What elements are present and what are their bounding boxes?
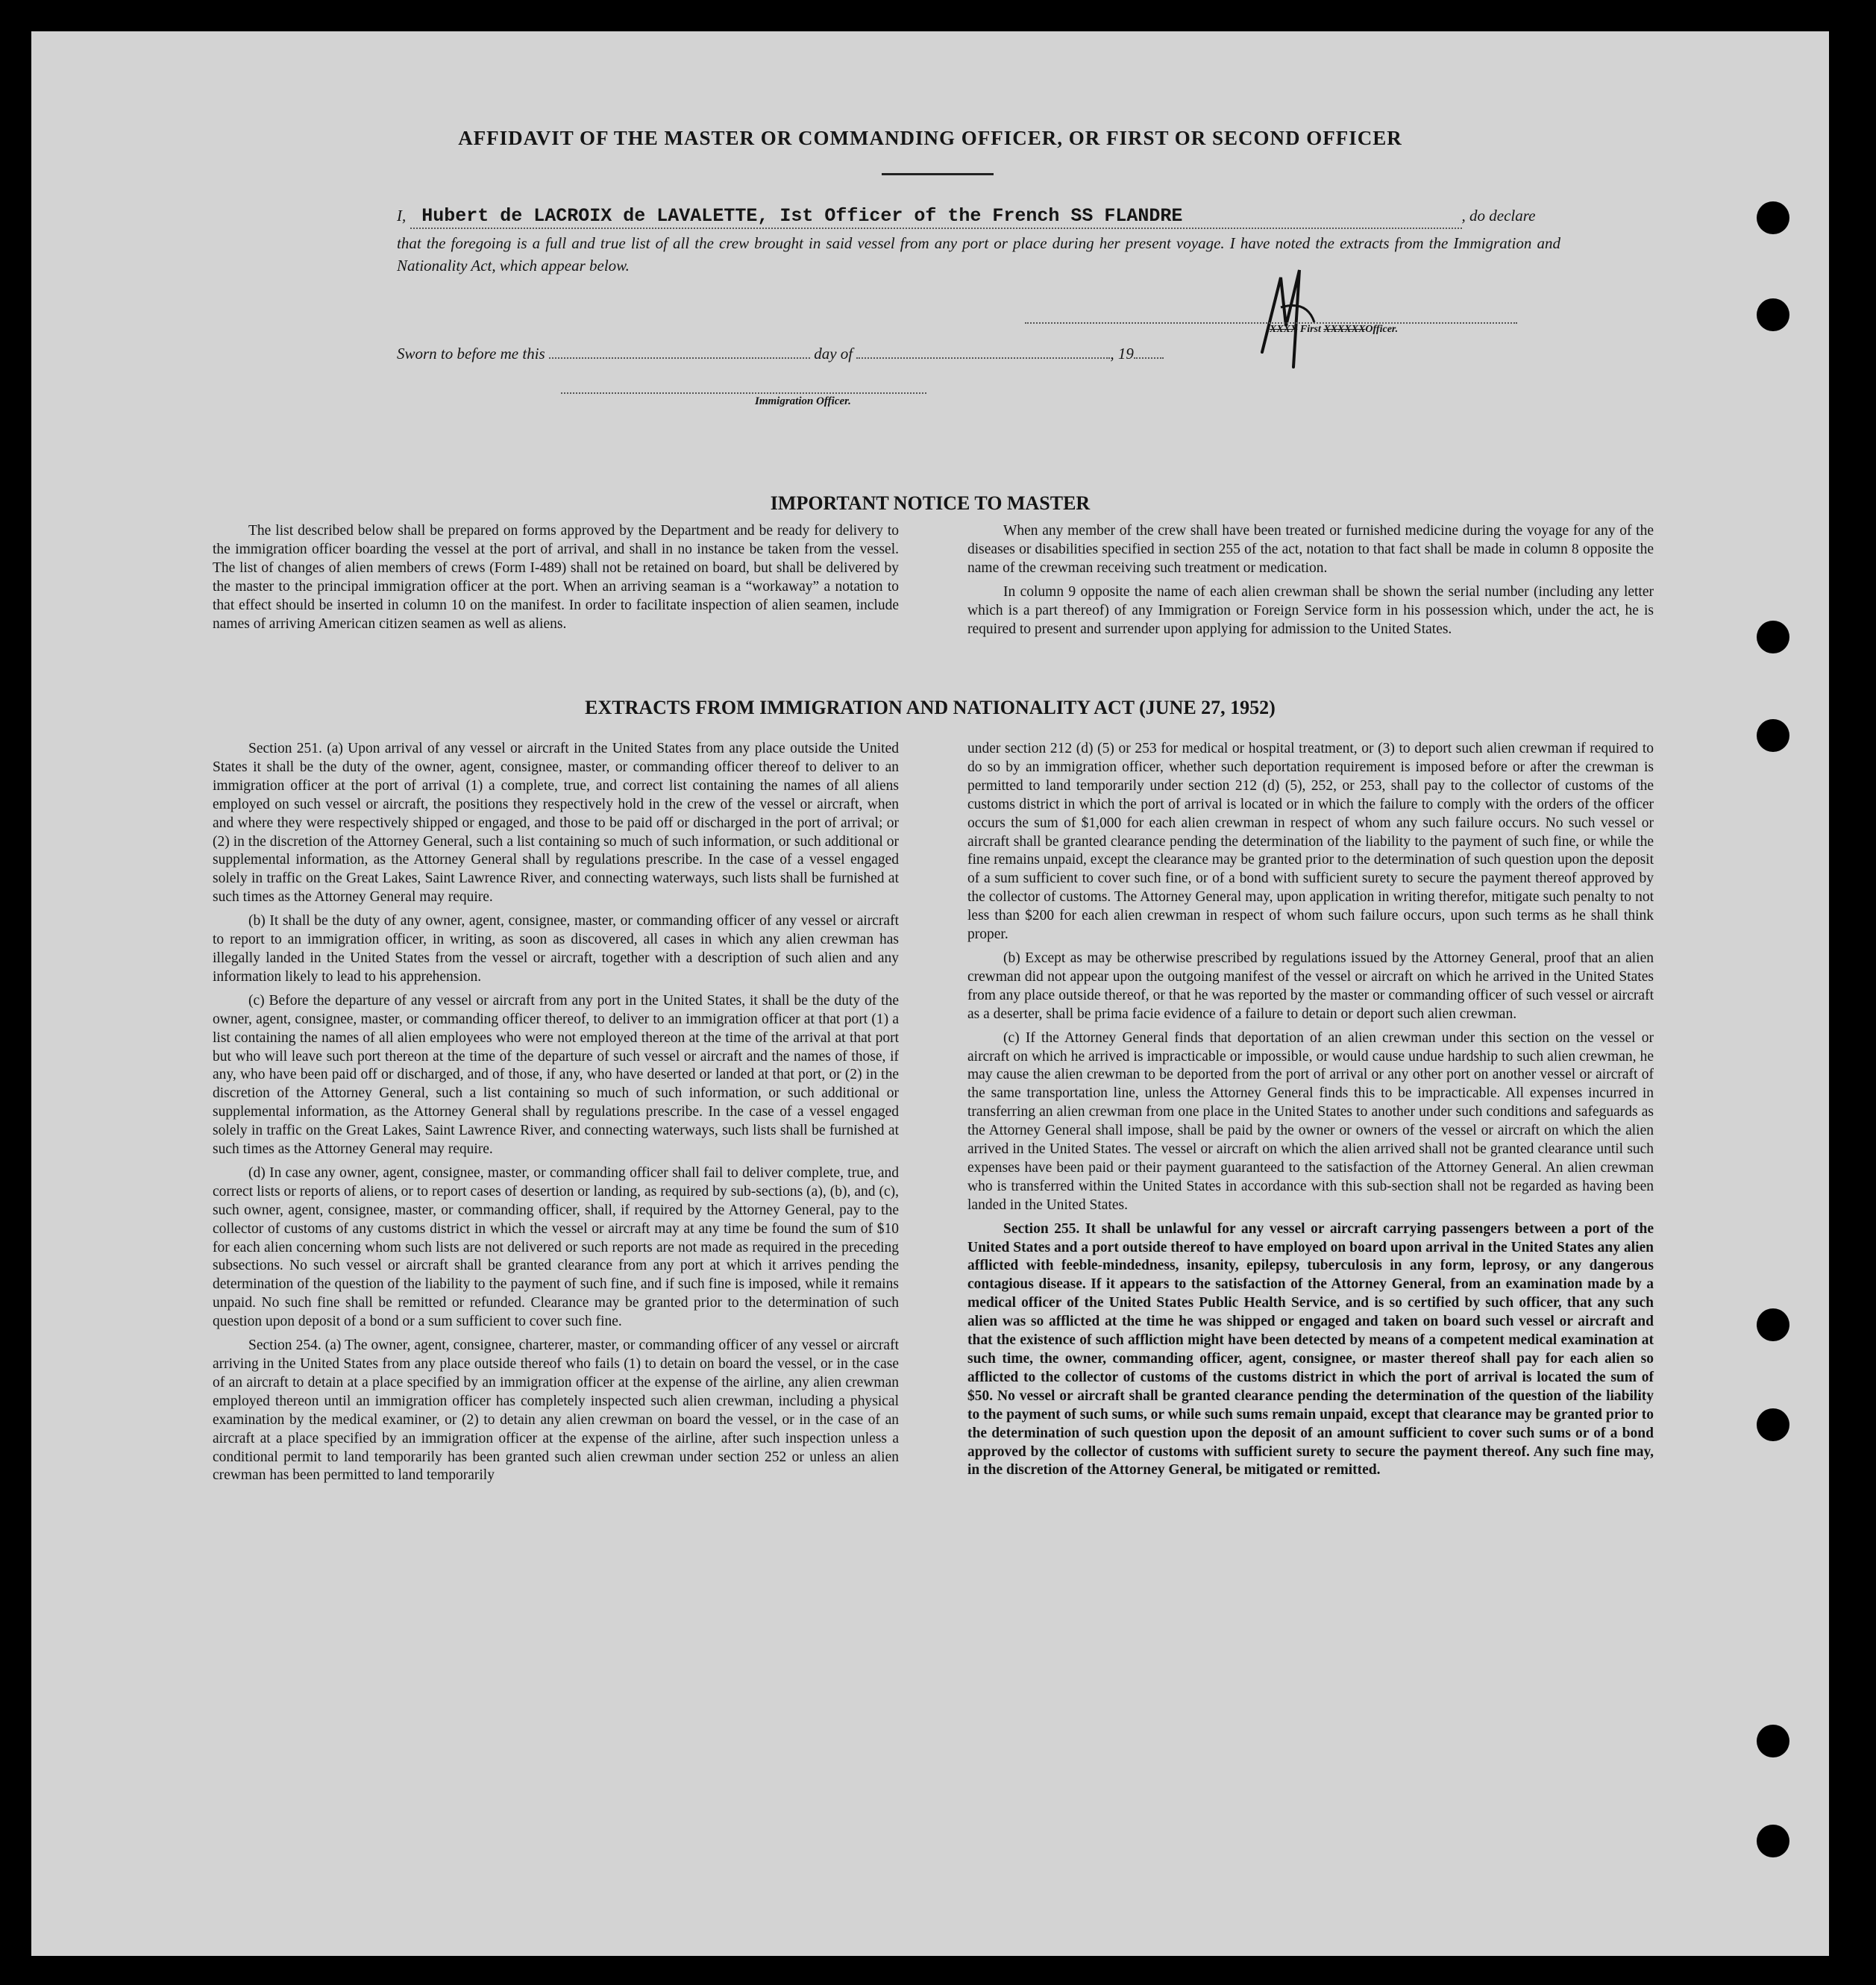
section-254b: (b) Except as may be otherwise prescribed by regulations issued by the Attorney General, proof that an alien crewman did not appear upon the outgoing manifest of the vessel or aircraft on which he arrived in the United States from any place outside thereof, or that he was reported by the master or commanding officer of such vessel or aircraft as a deserter, shall be prima facie evidence of a failure to detain or deport such alien crewman. (967, 950, 1654, 1022)
section-254a-continued: under section 212 (d) (5) or 253 for medical or hospital treatment, or (3) to deport such alien crewman if required to do so by an immigration officer, whether such deportation requirement is imposed before or after the crewman is permitted to land temporarily under section 212 (d) (5), 252, or 253, shall pay to the collector of customs of the customs district in which the port of arrival is located or in which the failure to comply with the orders of the officer occurs the sum of $1,000 for each alien crewman in respect of whom any such failure occurs. No such vessel or aircraft shall be granted clearance pending the determination of the liability to the payment of such fine, or while the fine remains unpaid, except the clearance may be granted prior to the determination of such question upon the deposit of a sum sufficient to cover such fine, or of a bond with sufficient surety to secure the payment thereof approved by the collector of customs. The Attorney General may, upon application in writing therefor, mitigate such penalty to not less than $200 for each alien crewman in respect of whom such failure occurs, upon such terms as he shall think proper. (967, 741, 1654, 943)
sworn-text: Sworn to before me this (397, 345, 545, 363)
affidavit-title: AFFIDAVIT OF THE MASTER OR COMMANDING OFFICER, OR FIRST OR SECOND OFFICER (458, 127, 1402, 149)
sworn-month-field (856, 357, 1110, 359)
day-of-text: day of (814, 345, 853, 363)
notice-left-text: The list described below shall be prepared on forms approved by the Department and be ready for delivery to the immigration officer boarding the vessel at the port of arrival, and shall in no instance be taken from the vessel. The list of changes of alien members of crews (Form I-489) shall not be retained on board, but shall be delivered by the master to the principal immigration officer at the port. When an arriving seaman is a “workaway” a notation to that effect should be inserted in column 10 on the manifest. In order to facilitate inspection of alien seamen, include names of arriving American citizen seamen as well as aliens. (213, 523, 899, 632)
title-rule (882, 173, 994, 175)
struck-text-1: XXXX (1270, 324, 1298, 335)
notice-right-column (967, 522, 1654, 644)
immigration-officer-line (561, 392, 926, 394)
notice-title: IMPORTANT NOTICE TO MASTER (770, 492, 1091, 514)
extracts-right-column (967, 740, 1654, 1485)
sworn-line (397, 345, 1217, 363)
officer-word: Officer. (1365, 324, 1399, 335)
extracts-title: EXTRACTS FROM IMMIGRATION AND NATIONALITY ACT (JUNE 27, 1952) (585, 697, 1276, 718)
section-251c: (c) Before the departure of any vessel or aircraft from any port in the United States, it shall be the duty of the owner, agent, consignee, master, or commanding officer thereof, to deliver to an immigration officer at that port (1) a list containing the names of all alien employees who were not employed thereon at the time of the arrival at that port but who will leave such port thereon at the time of the departure of such vessel or aircraft and the names of those, if any, who have been paid off or discharged, and of those, if any, who have deserted or landed at that port, or (2) in the discretion of the Attorney General, such a list containing so much of such information, or such additional or supplemental information, as the Attorney General shall by regulations prescribe. In the case of a vessel engaged solely in traffic on the Great Lakes, Saint Lawrence River, and connecting waterways, such lists shall be furnished at such times as the Attorney General may require. (213, 992, 899, 1158)
notice-right-p1: When any member of the crew shall have been treated or furnished medicine during the voyage for any of the diseases or disabilities specified in section 255 of the act, notation to that fact shall be made in column 8 opposite the name of the crewman receiving such treatment or medication. (967, 523, 1654, 576)
immigration-officer-label: Immigration Officer. (755, 395, 851, 407)
do-declare: , do declare (1461, 207, 1536, 225)
declaration-text: that the foregoing is a full and true list of all the crew brought in said vessel from any port or place during her present voyage. I have noted the extracts from the Immigration and Nationality Act, which appear below. (397, 234, 1560, 275)
punch-hole (1757, 1308, 1789, 1341)
notice-right-p2: In column 9 opposite the name of each alien crewman shall be shown the serial number (including any letter which is a part thereof) of any Immigration or Foreign Service form in his possession which, under the act, he is required to present and surrender upon applying for admission to the United States. (967, 583, 1654, 637)
sworn-year-field (1134, 357, 1164, 359)
officer-rank-label (1270, 324, 1398, 336)
handwritten-signature (1240, 255, 1329, 374)
struck-text-2: XXXXXX (1323, 324, 1366, 335)
punch-hole (1757, 1825, 1789, 1857)
sworn-day-field (549, 357, 810, 359)
typed-name-field (410, 204, 1462, 229)
document-page (31, 31, 1829, 1956)
section-255: Section 255. It shall be unlawful for any vessel or aircraft carrying passengers between a port of the United States and a port outside thereof to have employed on board upon arrival in the United States any alien afflicted with feeble-mindedness, insanity, epilepsy, tuberculosis in any form, leprosy, or any dangerous contagious disease. If it appears to the satisfaction of the Attorney General, from an examination made by a medical officer of the United States Public Health Service, and is so certified by such officer, that any such alien was so afflicted at the time he was shipped or engaged and taken on board such vessel or aircraft and that the existence of such affliction might have been detected by means of a competent medical examination at such time, the owner, commanding officer, agent, consignee, or master thereof shall pay for each alien so afflicted to the collector of customs of the customs district in which the port of arrival is located the sum of $50. No vessel or aircraft shall be granted clearance pending the determination of the question of the liability to the payment of such sums, or while such sums remain unpaid, except that clearance may be granted prior to the determination of such question upon the deposit of an amount sufficient to cover such sums or of a bond approved by the collector of customs with sufficient surety to secure the payment thereof. Any such fine may, in the discretion of the Attorney General, be mitigated or remitted. (967, 1220, 1654, 1478)
year-prefix: , 19 (1110, 345, 1134, 363)
section-254c: (c) If the Attorney General finds that deportation of an alien crewman under this section on the vessel or aircraft on which he arrived is impracticable or impossible, or would cause undue hardship to such alien crewman, he may cause the alien crewman to be deported from the port of arrival or any other port on another vessel or aircraft of the same transportation line, unless the Attorney General finds this to be impracticable. All expenses incurred in transferring an alien crewman from one place in the United States to another under such conditions and safeguards as the Attorney General shall impose, shall be paid by the owner or owners of the vessel or aircraft on which the alien arrived in the United States. The vessel or aircraft on which the alien arrived shall not be granted clearance until such expenses have been paid or their payment guaranteed to the satisfaction of the Attorney General. An alien crewman who is transferred within the United States in accordance with this sub-section shall not be regarded as having been landed in the United States. (967, 1029, 1654, 1213)
punch-hole (1757, 719, 1789, 752)
section-254a: Section 254. (a) The owner, agent, consignee, charterer, master, or commanding officer of any vessel or aircraft arriving in the United States from any place outside thereof who fails (1) to detain on board the vessel, or in the case of an aircraft to detain at a place specified by an immigration officer at the expense of the airline, any alien crewman employed thereon until an immigration officer has completely inspected such alien crewman, including a physical examination by the medical examiner, or (2) to detain any alien crewman on board the vessel, or in the case of an aircraft at a place specified by an immigration officer at the expense of the airline, after such inspection unless a conditional permit to land temporarily has been granted such alien crewman under section 252 or unless an alien crewman has been permitted to land temporarily (213, 1338, 899, 1484)
section-251d: (d) In case any owner, agent, consignee, master, or commanding officer shall fail to deliver complete, true, and correct lists or reports of aliens, or to report cases of desertion or landing, as required by sub-sections (a), (b), and (c), such owner, agent, consignee, master, or commanding officer, shall, if required by the Attorney General, pay to the collector of customs of any customs district in which the vessel or aircraft may at any time be found the sum of $10 for each alien concerning whom such lists are not delivered or such reports are not made as required in the preceding subsections. No such vessel or aircraft shall be granted clearance from any port at which it arrives pending the determination of the question of the liability to the payment of such fine, and if such fine is imposed, while it remains unpaid. No such fine shall be remitted or refunded. Clearance may be granted prior to the determination of such question upon deposit of a bond or a sum sufficient to cover such fine. (213, 1164, 899, 1330)
extracts-left-column (213, 740, 899, 1490)
declaration-line (397, 204, 1560, 229)
punch-hole (1757, 1725, 1789, 1757)
punch-hole (1757, 621, 1789, 653)
typed-name: Hubert de LACROIX de LAVALETTE, Ist Officer of the French SS FLANDRE (421, 205, 1183, 227)
punch-hole (1757, 201, 1789, 234)
punch-hole (1757, 298, 1789, 331)
section-251b: (b) It shall be the duty of any owner, agent, consignee, master, or commanding officer of any vessel or aircraft to report to an immigration officer, in writing, as soon as discovered, all cases in which any alien crewman has illegally landed in the United States from the vessel or aircraft, together with a description of such alien and any information likely to lead to his apprehension. (213, 913, 899, 985)
declaration-block (397, 204, 1560, 277)
punch-hole (1757, 1408, 1789, 1441)
notice-left-column (213, 522, 899, 639)
officer-first: First (1299, 324, 1321, 335)
section-251a: Section 251. (a) Upon arrival of any vessel or aircraft in the United States from any place outside the United States it shall be the duty of the owner, agent, consignee, master, or commanding officer thereof to deliver to an immigration officer at the port of arrival (1) a complete, true, and correct list containing the names of all aliens employed on such vessel or aircraft, the positions they respectively hold in the crew of the vessel or aircraft, when and where they were respectively shipped or engaged, and those to be paid off or discharged in the port of arrival; or (2) in the discretion of the Attorney General, such a list containing so much of such information, or such additional or supplemental information, as the Attorney General shall by regulations prescribe. In the case of a vessel engaged solely in traffic on the Great Lakes, Saint Lawrence River, and connecting waterways, such lists shall be furnished at such times as the Attorney General may require. (213, 741, 899, 906)
declaration-prefix: I, (397, 207, 407, 225)
